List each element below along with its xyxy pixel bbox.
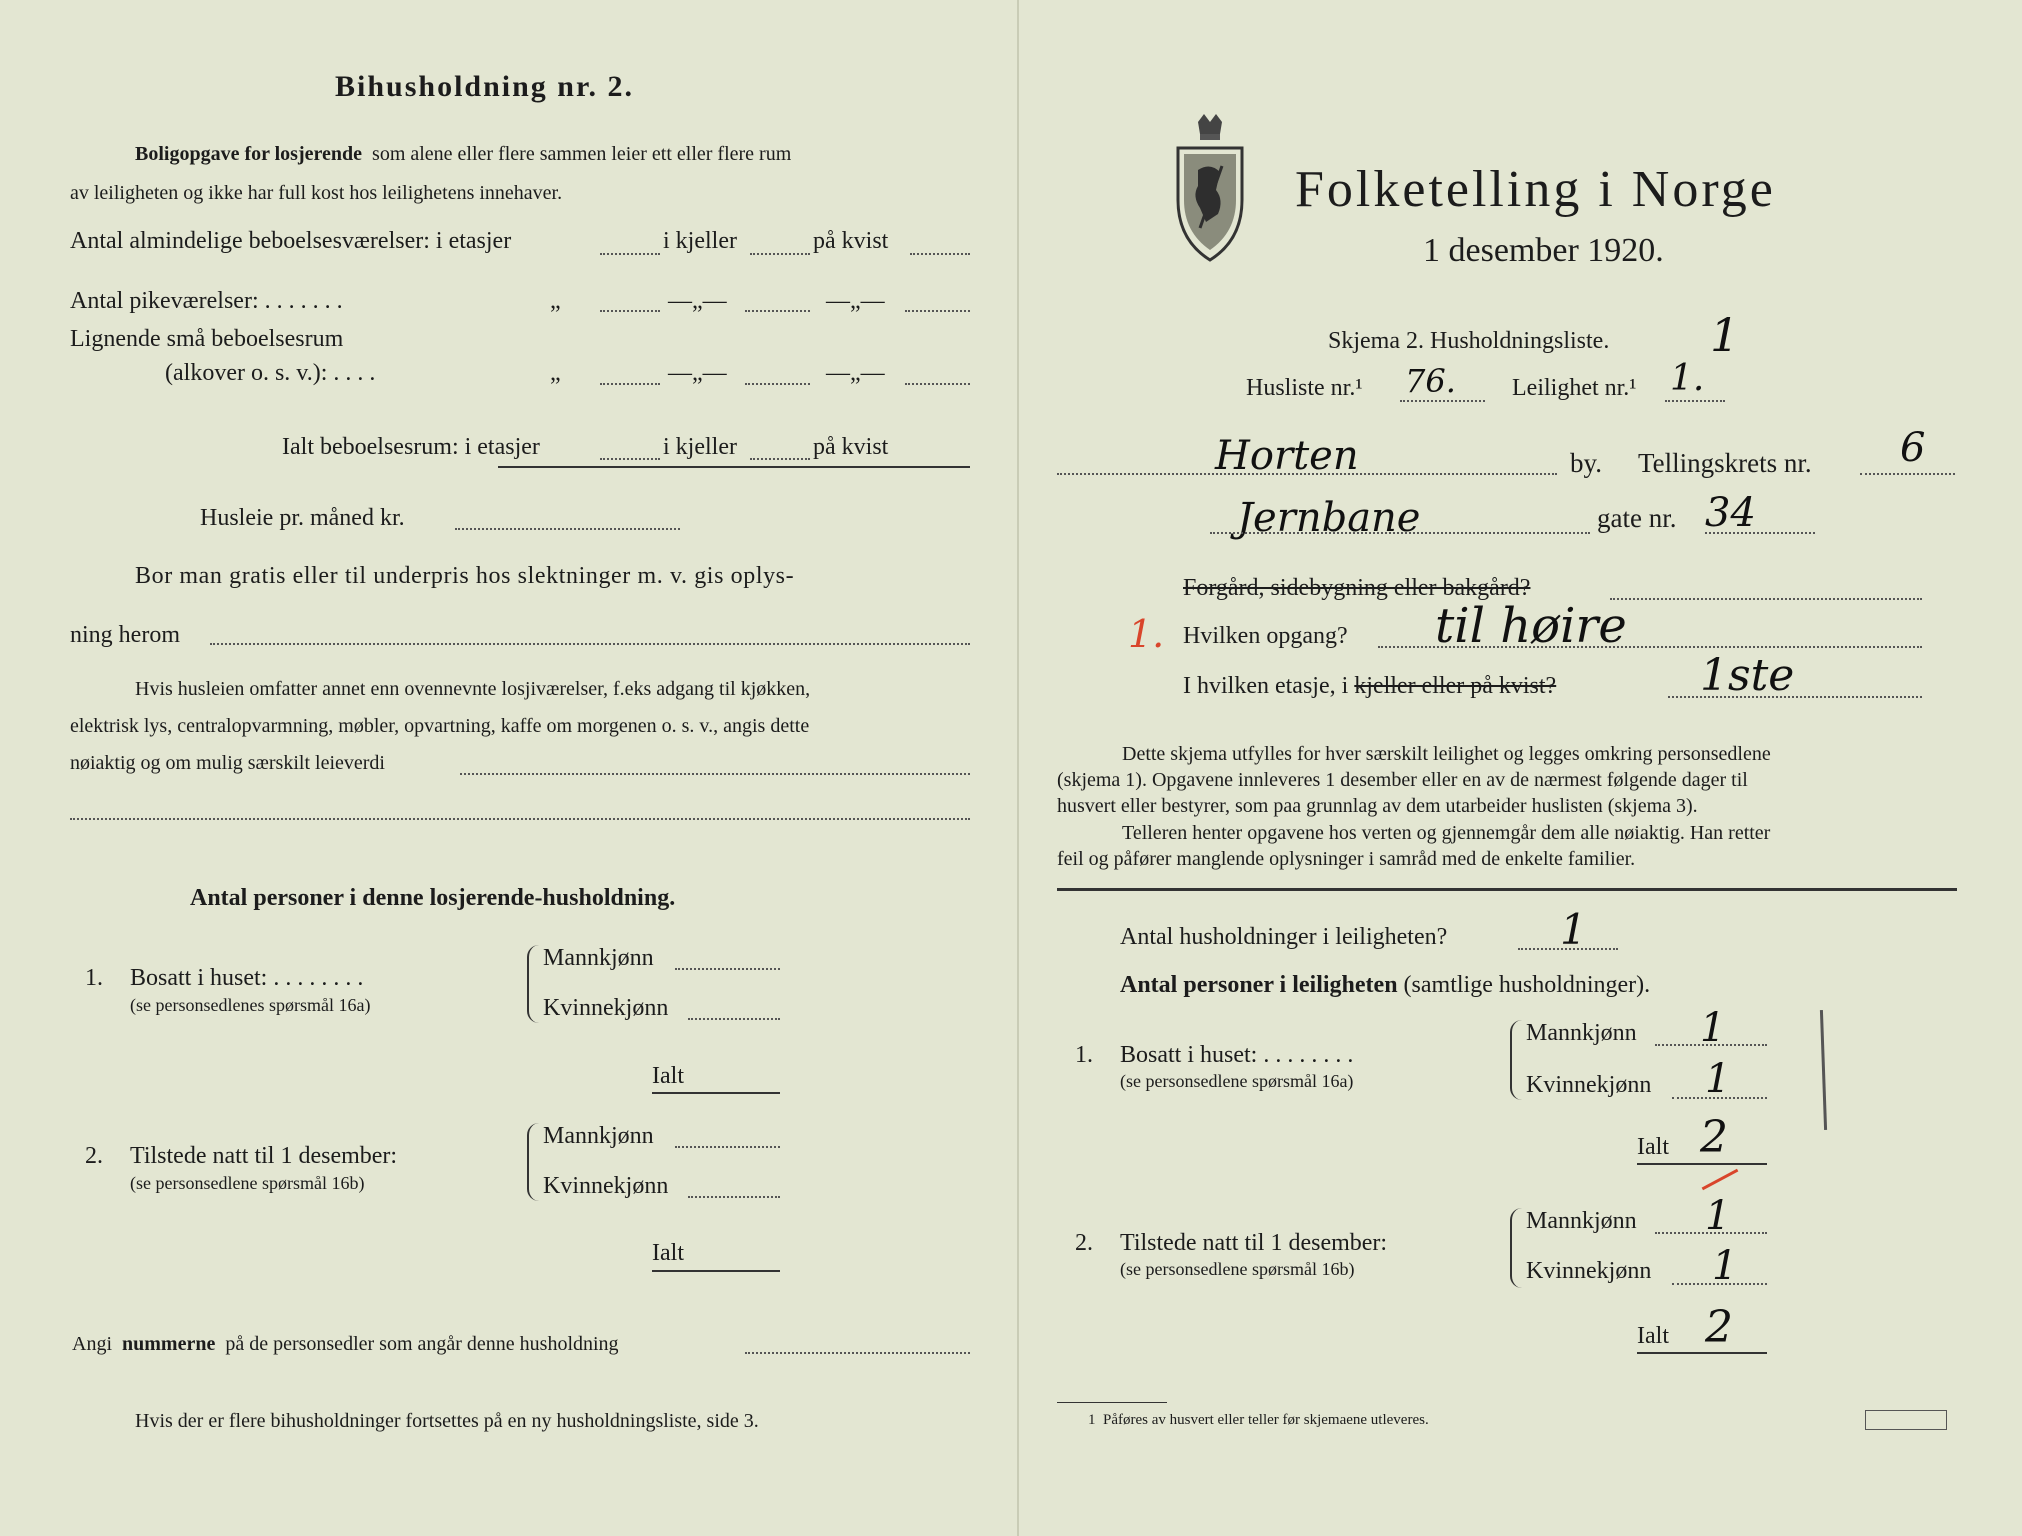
by-value[interactable]: Horten <box>1215 433 1359 479</box>
lignende-field-1[interactable] <box>600 383 660 385</box>
right-q2-num: 2. <box>1075 1230 1093 1256</box>
right-q1-kvinne-label: Kvinnekjønn <box>1526 1072 1652 1098</box>
etasje-label-b: kjeller eller på kvist? <box>1354 673 1557 699</box>
lignende-ditto-1: „ <box>550 360 561 386</box>
etasje-label-a: I hvilken etasje, i <box>1183 673 1349 699</box>
husliste-label: Husliste nr.¹ <box>1246 375 1363 401</box>
left-q1-mann-label: Mannkjønn <box>543 945 654 971</box>
left-q1-ialt-label: Ialt <box>652 1063 684 1089</box>
antal-hush-field <box>1518 948 1618 950</box>
right-q2-kvinne-field <box>1672 1283 1767 1285</box>
lignende-ditto-3: —„— <box>826 360 885 386</box>
left-q1-brace <box>527 945 539 1023</box>
angi-line <box>72 1333 619 1356</box>
pike-ditto-2: —„— <box>668 288 727 314</box>
left-q2-mann-label: Mannkjønn <box>543 1123 654 1149</box>
left-q1-num: 1. <box>85 965 103 991</box>
husliste-field <box>1400 400 1485 402</box>
left-q2-kvinne-field[interactable] <box>688 1196 780 1198</box>
ialt-kjeller-field[interactable] <box>750 458 810 460</box>
left-q2-brace <box>527 1123 539 1201</box>
right-q1-ialt-value[interactable]: 2 <box>1700 1112 1728 1163</box>
right-q2-ialt-label: Ialt <box>1637 1323 1669 1349</box>
left-footer: Hvis der er flere bihusholdninger fortsettes på en ny husholdningsliste, side 3. <box>135 1410 759 1432</box>
right-q1-label: Bosatt i huset: . . . . . . . . <box>1120 1042 1354 1068</box>
krets-label: Tellingskrets nr. <box>1638 448 1812 478</box>
dette-line-5: feil og påfører manglende oplysninger i samråd med de enkelte familier. <box>1057 848 1636 870</box>
right-q1-mann-value[interactable]: 1 <box>1700 1005 1726 1051</box>
pike-ditto-1: „ <box>550 288 561 314</box>
right-q1-kvinne-value[interactable]: 1 <box>1705 1056 1731 1102</box>
husleie-field[interactable] <box>455 528 680 530</box>
forgaard-field[interactable] <box>1610 598 1922 600</box>
gate-nr-field <box>1705 532 1815 534</box>
etasje-value[interactable]: 1ste <box>1700 650 1795 701</box>
right-date: 1 desember 1920. <box>1423 232 1664 269</box>
right-q2-mann-label: Mannkjønn <box>1526 1208 1637 1234</box>
husleie-label: Husleie pr. måned kr. <box>200 505 405 531</box>
etasje-field <box>1668 696 1922 698</box>
footnote-mark: 1 <box>1088 1412 1096 1428</box>
right-q1-mann-label: Mannkjønn <box>1526 1020 1637 1046</box>
rooms-label: Antal almindelige beboelsesværelser: i etasjer <box>70 228 512 254</box>
lignende-label-2: (alkover o. s. v.): . . . . <box>165 360 376 386</box>
lignende-field-3[interactable] <box>905 383 970 385</box>
opgang-red-mark: 1. <box>1128 612 1165 656</box>
leilighet-label: Leilighet nr.¹ <box>1512 375 1637 401</box>
left-q2-kvinne-label: Kvinnekjønn <box>543 1173 669 1199</box>
ning-herom-field[interactable] <box>210 643 970 645</box>
right-q2-kvinne-label: Kvinnekjønn <box>1526 1258 1652 1284</box>
bor-man-text: Bor man gratis eller til underpris hos slektninger m. v. gis oplys- <box>135 563 795 589</box>
angi-bold: nummerne <box>122 1333 216 1355</box>
norway-coat-of-arms-icon <box>1170 110 1250 265</box>
dette-line-2: (skjema 1). Opgavene innleveres 1 desember eller en av de nærmest følgende dager til <box>1057 769 1748 791</box>
printer-stamp <box>1865 1410 1947 1430</box>
right-q2-ialt-field <box>1637 1352 1767 1354</box>
left-q2-sub: (se personsedlene spørsmål 16b) <box>130 1173 365 1193</box>
antal-hush-label: Antal husholdninger i leiligheten? <box>1120 924 1448 950</box>
forgaard-label: Forgård, sidebygning eller bakgård? <box>1183 575 1531 601</box>
right-q2-label: Tilstede natt til 1 desember: <box>1120 1230 1388 1256</box>
footnote-line <box>1088 1412 1429 1429</box>
left-q2-mann-field[interactable] <box>675 1146 780 1148</box>
right-separator <box>1057 888 1957 891</box>
ialt-etasjer-field[interactable] <box>600 458 660 460</box>
rooms-kjeller-field[interactable] <box>750 253 810 255</box>
rooms-etasjer-field[interactable] <box>600 253 660 255</box>
etasje-label <box>1183 673 1556 700</box>
left-q1-ialt-field[interactable] <box>652 1092 780 1094</box>
husliste-value[interactable]: 76. <box>1405 362 1456 400</box>
pike-field-1[interactable] <box>600 310 660 312</box>
pike-ditto-3: —„— <box>826 288 885 314</box>
dette-line-1: Dette skjema utfylles for hver særskilt leilighet og legges omkring personsedlene <box>1122 743 1771 765</box>
ialt-rooms-underline <box>498 466 970 468</box>
right-q2-sub: (se personsedlene spørsmål 16b) <box>1120 1259 1355 1279</box>
hvis-line-3: nøiaktig og om mulig særskilt leieverdi <box>70 752 385 774</box>
lignende-ditto-2: —„— <box>668 360 727 386</box>
leilighet-value[interactable]: 1. <box>1670 358 1705 399</box>
intro-rest: som alene eller flere sammen leier ett eller flere rum <box>372 143 792 165</box>
lignende-field-2[interactable] <box>745 383 810 385</box>
right-q2-ialt-value[interactable]: 2 <box>1705 1302 1733 1353</box>
left-q1-label: Bosatt i huset: . . . . . . . . <box>130 965 364 991</box>
footnote-text: Påføres av husvert eller teller før skjemaene utleveres. <box>1103 1412 1429 1428</box>
pike-field-3[interactable] <box>905 310 970 312</box>
opgang-field <box>1378 646 1922 648</box>
rooms-kjeller-label: i kjeller <box>663 228 737 254</box>
right-q1-num: 1. <box>1075 1042 1093 1068</box>
antal-pers-rest: (samtlige husholdninger). <box>1403 972 1651 998</box>
intro-line-1 <box>135 143 791 166</box>
hvis-field-2[interactable] <box>70 818 970 820</box>
antal-pers-bold: Antal personer i leiligheten <box>1120 972 1398 998</box>
gate-value[interactable]: Jernbane <box>1237 495 1421 541</box>
intro-bold: Boligopgave for losjerende <box>135 143 363 165</box>
pike-label: Antal pikeværelser: . . . . . . . <box>70 288 343 314</box>
antal-pers-line <box>1120 972 1650 999</box>
right-q2-kvinne-value[interactable]: 1 <box>1712 1243 1738 1289</box>
dette-line-4: Telleren henter opgavene hos verten og gjennemgår dem alle nøiaktig. Han retter <box>1122 822 1771 844</box>
right-q1-ialt-field <box>1637 1163 1767 1165</box>
dette-line-3: husvert eller bestyrer, som paa grunnlag av dem utarbeider huslisten (skjema 3). <box>1057 795 1698 817</box>
hvis-line-2: elektrisk lys, centralopvarmning, møbler, opvartning, kaffe om morgenen o. s. v., angis dette <box>70 715 810 737</box>
gate-field <box>1210 532 1590 534</box>
right-q2-mann-value[interactable]: 1 <box>1705 1193 1731 1239</box>
pike-field-2[interactable] <box>745 310 810 312</box>
footnote-rule <box>1057 1402 1167 1403</box>
krets-field <box>1860 473 1955 475</box>
leilighet-field <box>1665 400 1725 402</box>
right-title: Folketelling i Norge <box>1295 161 1776 218</box>
right-q1-sub: (se personsedlene spørsmål 16a) <box>1120 1071 1354 1091</box>
left-q1-kvinne-field[interactable] <box>688 1018 780 1020</box>
right-q2-brace <box>1510 1208 1522 1288</box>
right-q1-mann-field <box>1655 1044 1767 1046</box>
right-q2-mann-field <box>1655 1232 1767 1234</box>
gate-label: gate nr. <box>1597 503 1677 533</box>
ialt-kjeller-label: i kjeller <box>663 434 737 460</box>
left-q2-num: 2. <box>85 1143 103 1169</box>
rooms-kvist-label: på kvist <box>813 228 889 254</box>
skjema-hand-value[interactable]: 1 <box>1710 308 1740 362</box>
opgang-label: Hvilken opgang? <box>1183 623 1348 649</box>
ialt-rooms-label: Ialt beboelsesrum: i etasjer <box>282 434 540 460</box>
left-q1-mann-field[interactable] <box>675 968 780 970</box>
pencil-margin-stroke <box>1820 1010 1827 1130</box>
left-q1-kvinne-label: Kvinnekjønn <box>543 995 669 1021</box>
gate-nr-value[interactable]: 34 <box>1705 490 1756 536</box>
left-q2-ialt-label: Ialt <box>652 1240 684 1266</box>
antal-hush-value[interactable]: 1 <box>1560 905 1587 954</box>
intro-line-2: av leiligheten og ikke har full kost hos leilighetens innehaver. <box>70 182 563 204</box>
ning-herom-label: ning herom <box>70 622 180 648</box>
hvis-field-1[interactable] <box>460 773 970 775</box>
skjema-label: Skjema 2. Husholdningsliste. <box>1328 328 1610 354</box>
left-q2-label: Tilstede natt til 1 desember: <box>130 1143 398 1169</box>
left-q1-sub: (se personsedlenes spørsmål 16a) <box>130 995 371 1015</box>
persons-heading: Antal personer i denne losjerende-husholdning. <box>190 885 676 911</box>
right-q1-ialt-label: Ialt <box>1637 1134 1669 1160</box>
opgang-value[interactable]: til høire <box>1435 598 1627 654</box>
lignende-label-1: Lignende små beboelsesrum <box>70 326 344 352</box>
krets-value[interactable]: 6 <box>1900 425 1926 471</box>
by-label: by. <box>1570 448 1602 478</box>
left-title: Bihusholdning nr. 2. <box>335 70 635 103</box>
ialt-kvist-label: på kvist <box>813 434 889 460</box>
by-field <box>1057 473 1557 475</box>
angi-post: på de personsedler som angår denne husholdning <box>225 1333 619 1355</box>
angi-pre: Angi <box>72 1333 112 1355</box>
hvis-line-1: Hvis husleien omfatter annet enn ovennevnte losjiværelser, f.eks adgang til kjøkken, <box>135 678 811 700</box>
angi-field[interactable] <box>745 1352 970 1354</box>
page-fold <box>1017 0 1019 1536</box>
right-q1-kvinne-field <box>1672 1097 1767 1099</box>
left-q2-ialt-field[interactable] <box>652 1270 780 1272</box>
right-q1-brace <box>1510 1020 1522 1100</box>
red-check-stroke <box>1702 1169 1739 1190</box>
rooms-kvist-field[interactable] <box>910 253 970 255</box>
